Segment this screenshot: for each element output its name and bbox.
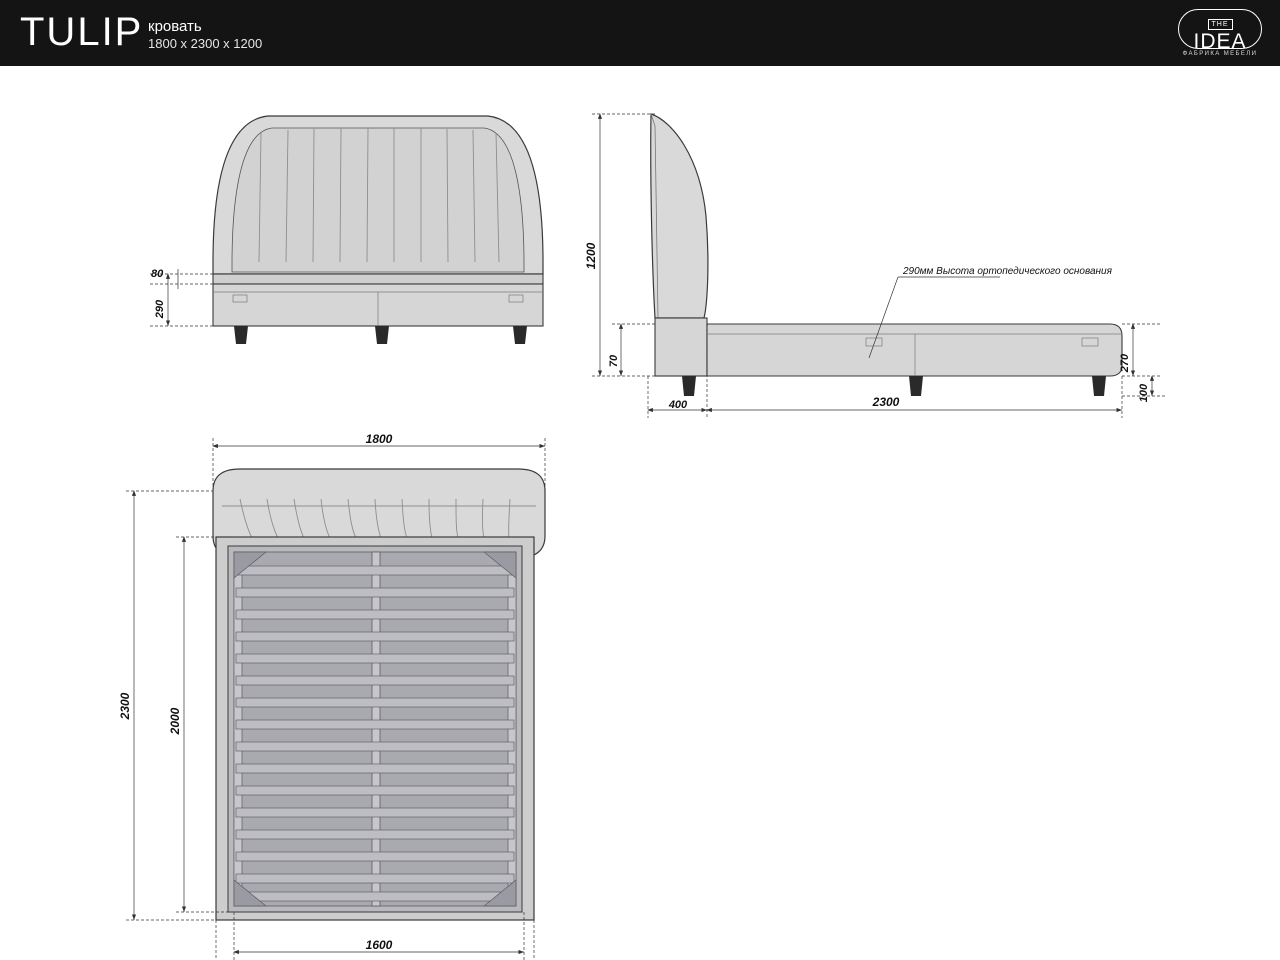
- logo-idea-label: IDEA: [1193, 30, 1247, 53]
- top-view: [118, 432, 545, 960]
- dim-side-1200: 1200: [584, 242, 598, 270]
- dim-front-290: 290: [154, 299, 166, 319]
- title-bar: [0, 0, 1280, 66]
- page-title: TULIP: [20, 10, 144, 54]
- logo-subtitle-label: ФАБРИКА МЕБЕЛИ: [1182, 51, 1258, 57]
- dim-top-2000: 2000: [168, 707, 182, 735]
- dim-top-2300: 2300: [118, 692, 132, 720]
- product-type-label: кровать: [148, 18, 202, 35]
- dim-side-100: 100: [1138, 383, 1150, 403]
- dim-top-1800: 1800: [365, 432, 393, 446]
- dim-front-80: 80: [151, 268, 164, 280]
- note-orthopedic-base: 290мм Высота ортопедического основания: [903, 266, 1112, 277]
- product-dimensions-label: 1800 x 2300 x 1200: [148, 36, 263, 51]
- dim-top-1600: 1600: [365, 938, 393, 952]
- brand-logo: [1178, 9, 1262, 55]
- dim-side-400: 400: [668, 399, 688, 411]
- side-view: [584, 114, 1166, 418]
- front-view: [150, 116, 543, 344]
- technical-drawing-canvas: [0, 66, 1280, 960]
- logo-the-label: THE: [1208, 19, 1233, 30]
- dim-side-270: 270: [1119, 353, 1131, 373]
- dim-side-2300: 2300: [872, 395, 900, 409]
- dim-side-70: 70: [608, 354, 620, 368]
